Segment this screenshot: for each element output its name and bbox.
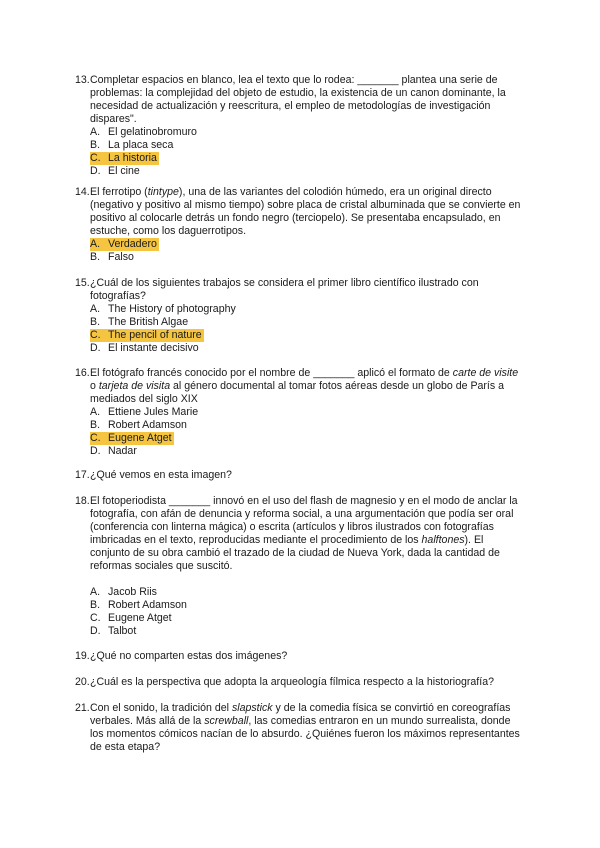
question-number: 17. [75, 469, 90, 481]
question-stem: ¿Qué vemos en esta imagen? [90, 469, 232, 481]
question-stem: El ferrotipo (tintype), una de las variantes del colodión húmedo, era un original directo (negativo y positivo al mismo tiempo) sobre placa de cristal albuminada que se convierte en positivo al colocarle detrás un fondo negro (terciopelo). Se presentaba encapsulado, en estuche, como los daguerrotipos. [90, 186, 521, 237]
option-d[interactable]: D. El instante decisivo [90, 342, 199, 354]
question-20 [75, 676, 525, 689]
question-16 [75, 367, 525, 458]
question-stem: ¿Cuál de los siguientes trabajos se considera el primer libro científico ilustrado con fotografías? [90, 277, 479, 302]
question-number: 21. [75, 702, 90, 714]
question-19 [75, 650, 525, 663]
question-number: 20. [75, 676, 90, 688]
question-number: 14. [75, 186, 90, 198]
question-number: 18. [75, 495, 90, 507]
question-number: 16. [75, 367, 90, 379]
option-a[interactable]: A. Ettiene Jules Marie [90, 406, 199, 418]
question-number: 13. [75, 74, 90, 86]
answer-options [90, 126, 525, 178]
answer-options [90, 406, 525, 458]
answer-options [90, 238, 525, 264]
option-c-highlighted[interactable]: C. The pencil of nature [90, 329, 202, 341]
question-stem: ¿Cuál es la perspectiva que adopta la arqueología fílmica respecto a la historiografía? [90, 676, 494, 688]
question-18 [75, 495, 525, 638]
option-d[interactable]: D. Talbot [90, 625, 137, 637]
question-stem: El fotógrafo francés conocido por el nombre de _______ aplicó el formato de carte de visite o tarjeta de visita al género documental al tomar fotos aéreas desde un globo de París a mediados del siglo XIX [90, 367, 519, 405]
option-a[interactable]: A. El gelatinobromuro [90, 126, 197, 138]
question-number: 15. [75, 277, 90, 289]
option-d[interactable]: D. Nadar [90, 445, 137, 457]
question-21 [75, 702, 525, 754]
question-17 [75, 469, 525, 482]
question-stem: Con el sonido, la tradición del slapstick y de la comedia física se convirtió en coreografías verbales. Más allá de la screwball, las comedias entraron en un mundo surrealista, donde los momentos cómicos nacían de lo absurdo. ¿Quiénes fueron los máximos representantes de esta etapa? [90, 702, 520, 753]
question-stem: El fotoperiodista _______ innovó en el uso del flash de magnesio y en el modo de anclar la fotografía, con afán de denuncia y reforma social, a una argumentación que podía ser oral (conferencia con linterna mágica) o escrita (artículos y libros ilustrados con fotografías imbricadas en el texto, reproducidas mediante el procedimiento de los halftones). El conjunto de su obra cambió el trazado de la ciudad de Nueva York, dada la cantidad de reformas sociales que suscitó. [90, 495, 518, 572]
option-a-highlighted[interactable]: A. Verdadero [90, 238, 157, 250]
option-a[interactable]: A. Jacob Riis [90, 586, 157, 598]
answer-options [90, 303, 525, 355]
question-stem: Completar espacios en blanco, lea el texto que lo rodea: _______ plantea una serie de problemas: la complejidad del objeto de estudio, la existencia de un canon dominante, la necesidad de actualización y reescritura, el empleo de metodologías de investigación dispares". [90, 74, 506, 125]
question-13 [75, 74, 525, 178]
option-c-highlighted[interactable]: C. La historia [90, 152, 157, 164]
question-stem: ¿Qué no comparten estas dos imágenes? [90, 650, 288, 662]
option-c[interactable]: C. Eugene Atget [90, 612, 172, 624]
option-d[interactable]: D. El cine [90, 165, 140, 177]
option-c-highlighted[interactable]: C. Eugene Atget [90, 432, 172, 444]
option-b[interactable]: B. Falso [90, 251, 134, 263]
option-a[interactable]: A. The History of photography [90, 303, 236, 315]
question-number: 19. [75, 650, 90, 662]
option-b[interactable]: B. Robert Adamson [90, 599, 187, 611]
option-b[interactable]: B. The British Algae [90, 316, 189, 328]
question-14 [75, 186, 525, 264]
question-15 [75, 277, 525, 355]
answer-options [90, 586, 525, 638]
option-b[interactable]: B. La placa seca [90, 139, 174, 151]
option-b[interactable]: B. Robert Adamson [90, 419, 187, 431]
